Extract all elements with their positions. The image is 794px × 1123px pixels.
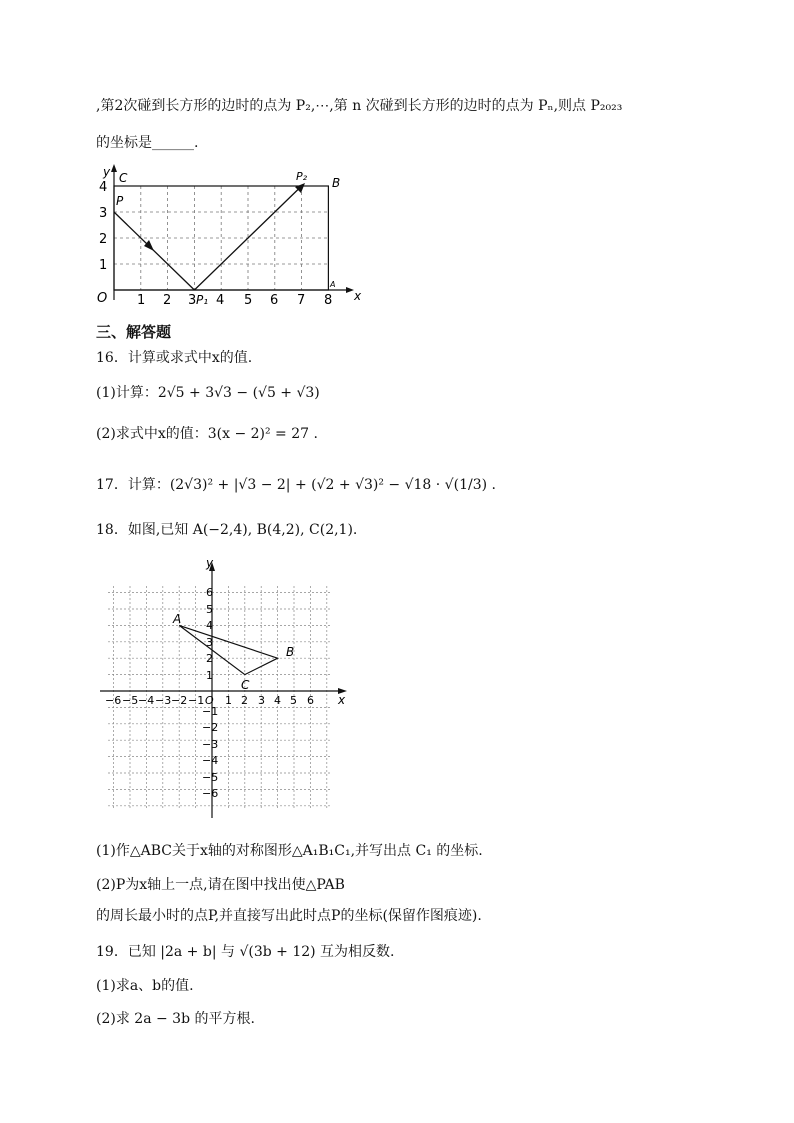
figure-triangle-grid xyxy=(98,553,358,828)
label-P: P xyxy=(116,194,124,208)
figure-rectangle-path xyxy=(92,160,362,310)
y-tick: −5 xyxy=(202,771,219,784)
x-tick: 3 xyxy=(258,694,265,707)
x-tick: 6 xyxy=(307,694,314,707)
q18-part2b: 的周长最小时的点P,并直接写出此时点P的坐标(保留作图痕迹). xyxy=(96,908,482,924)
y-tick: 6 xyxy=(206,586,213,599)
intro-line-1: ,第2次碰到长方形的边时的点为 P₂,⋯,第 n 次碰到长方形的边时的点为 Pₙ,则点 P₂₀₂₃ xyxy=(96,98,623,114)
x-tick: 7 xyxy=(297,293,306,308)
q19-part2: (2)求 2a − 3b 的平方根. xyxy=(96,1011,255,1027)
origin-label: O xyxy=(205,694,214,707)
x-tick: −3 xyxy=(155,694,172,707)
q19-stem: 19．已知 |2a + b| 与 √(3b + 12) 互为相反数. xyxy=(96,944,395,960)
y-tick: 1 xyxy=(206,669,213,682)
x-tick: 2 xyxy=(241,694,248,707)
y-tick: 4 xyxy=(206,619,213,632)
y-axis-label: y xyxy=(206,556,214,570)
label-P1: P₁ xyxy=(196,293,209,307)
y-tick: 3 xyxy=(99,206,108,221)
x-tick: −1 xyxy=(188,694,205,707)
x-tick: 5 xyxy=(290,694,297,707)
y-tick: −6 xyxy=(202,787,219,800)
x-tick: 2 xyxy=(163,293,172,308)
y-tick: −1 xyxy=(202,705,219,718)
label-B: B xyxy=(286,645,295,659)
y-tick: 3 xyxy=(206,636,213,649)
x-tick: 1 xyxy=(225,694,232,707)
y-tick: −3 xyxy=(202,738,219,751)
q16-part2: (2)求式中x的值：3(x − 2)² = 27 . xyxy=(96,426,318,442)
label-B: B xyxy=(332,176,341,190)
x-tick: −4 xyxy=(138,694,155,707)
x-tick: 8 xyxy=(324,293,333,308)
label-A: A xyxy=(173,612,182,626)
q17-stem: 17．计算：(2√3)² + |√3 − 2| + (√2 + √3)² − √18 · √(1/3) . xyxy=(96,477,496,493)
q19-part1: (1)求a、b的值. xyxy=(96,978,194,994)
x-tick: 4 xyxy=(216,293,225,308)
x-tick: 4 xyxy=(274,694,281,707)
q18-part2a: (2)P为x轴上一点,请在图中找出使△PAB xyxy=(96,877,345,893)
x-tick: −2 xyxy=(171,694,188,707)
x-tick: 3 xyxy=(188,293,197,308)
origin-label: O xyxy=(97,291,108,306)
y-tick: −4 xyxy=(202,754,219,767)
y-tick: 5 xyxy=(206,603,213,616)
y-tick: −2 xyxy=(202,721,219,734)
q16-part1: (1)计算：2√5 + 3√3 − (√5 + √3) xyxy=(96,385,320,401)
q18-part1: (1)作△ABC关于x轴的对称图形△A₁B₁C₁,并写出点 C₁ 的坐标. xyxy=(96,843,483,859)
q18-stem: 18．如图,已知 A(−2,4), B(4,2), C(2,1). xyxy=(96,522,358,538)
label-P2: P₂ xyxy=(296,170,308,183)
section-title: 三、解答题 xyxy=(96,323,172,341)
y-tick: 2 xyxy=(206,652,213,665)
q16-stem: 16．计算或求式中x的值. xyxy=(96,350,253,366)
x-tick: −5 xyxy=(122,694,139,707)
y-tick: 4 xyxy=(99,180,108,195)
x-tick: −6 xyxy=(105,694,122,707)
y-tick: 2 xyxy=(99,232,108,247)
intro-line-2: 的坐标是______. xyxy=(96,135,199,151)
y-tick: 1 xyxy=(99,258,108,273)
x-axis-label: x xyxy=(354,289,362,303)
label-C: C xyxy=(119,171,128,185)
y-axis-label: y xyxy=(103,165,111,179)
x-tick: 6 xyxy=(270,293,279,308)
x-tick: 5 xyxy=(244,293,253,308)
x-axis-label: x xyxy=(338,693,346,707)
label-C: C xyxy=(241,678,250,692)
label-A: A xyxy=(330,280,336,289)
x-tick: 1 xyxy=(137,293,146,308)
